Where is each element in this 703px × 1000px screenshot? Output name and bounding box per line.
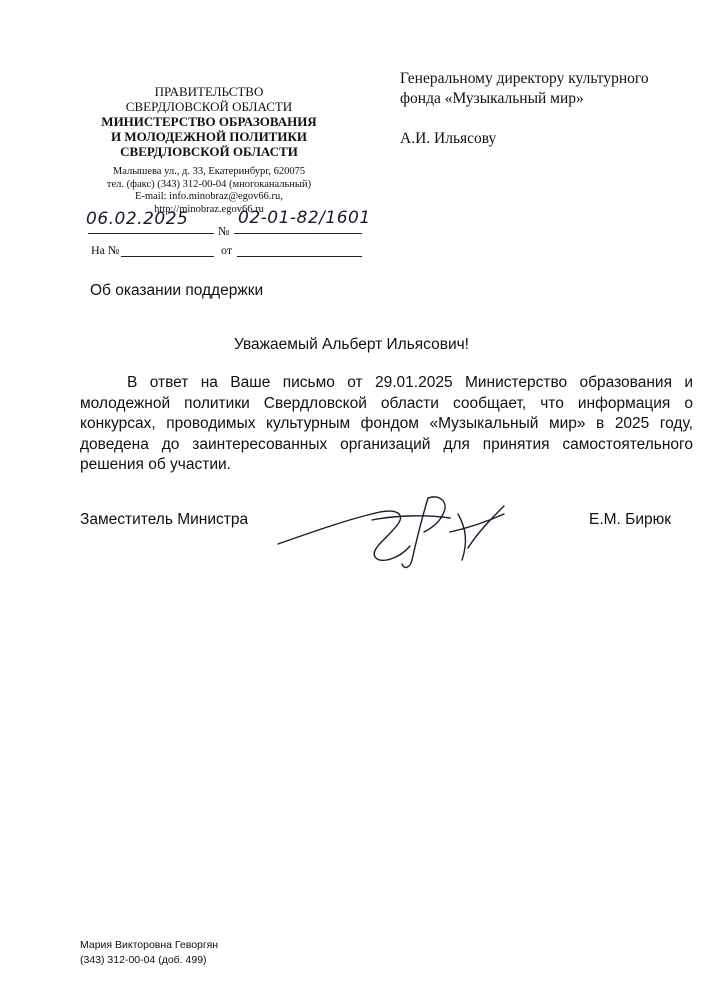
registration-number-label: №	[218, 224, 230, 238]
executor-block	[80, 938, 218, 968]
sender-phone: тел. (факс) (343) 312-00-04 (многоканальный)	[106, 178, 312, 190]
registration-number-line	[234, 233, 362, 234]
executor-phone: (343) 312-00-04 (доб. 499)	[80, 954, 207, 966]
handwritten-signature	[272, 488, 522, 572]
reply-number-label: На №	[91, 243, 120, 257]
registration-date: 06.02.2025	[86, 209, 189, 229]
letter-body: В ответ на Ваше письмо от 29.01.2025 Министерство образования и молодежной политики Свердловской области сообщает, что информация о конкурсах, проводимых культурным фондом «Музыкальный мир» в 2025 году, доведена до заинтересованных организаций для принятия самостоятельного решения об участии.	[80, 374, 693, 473]
sender-block	[80, 84, 338, 159]
reply-number-line	[121, 256, 214, 257]
reply-date-line	[237, 256, 362, 257]
letter-salutation: Уважаемый Альберт Ильясович!	[234, 336, 469, 353]
registration-number: 02-01-82/1601	[238, 208, 371, 228]
addressee-name: А.И. Ильясову	[400, 130, 497, 147]
registration-date-line	[88, 233, 214, 234]
signatory-name: Е.М. Бирюк	[589, 511, 672, 528]
addressee-block	[400, 69, 690, 149]
letter-subject: Об оказании поддержки	[90, 282, 264, 299]
sender-email: E-mail: info.minobraz@egov66.ru, http://minobraz.egov66.ru	[135, 191, 283, 215]
addressee-position: Генеральному директору культурного фонда «Музыкальный мир»	[400, 70, 649, 107]
executor-name: Мария Викторовна Геворгян	[80, 939, 219, 951]
sender-ministry: МИНИСТЕРСТВО ОБРАЗОВАНИЯ	[101, 114, 317, 129]
sender-address: Малышева ул., д. 33, Екатеринбург, 620075	[112, 166, 306, 177]
reply-date-label: от	[221, 243, 233, 257]
sender-ministry-cont: И МОЛОДЕЖНОЙ ПОЛИТИКИ	[111, 129, 307, 144]
sender-region: СВЕРДЛОВСКОЙ ОБЛАСТИ	[125, 99, 293, 114]
sender-government: ПРАВИТЕЛЬСТВО	[154, 84, 264, 99]
signatory-title: Заместитель Министра	[80, 511, 249, 528]
sender-ministry-region: СВЕРДЛОВСКОЙ ОБЛАСТИ	[120, 144, 298, 159]
